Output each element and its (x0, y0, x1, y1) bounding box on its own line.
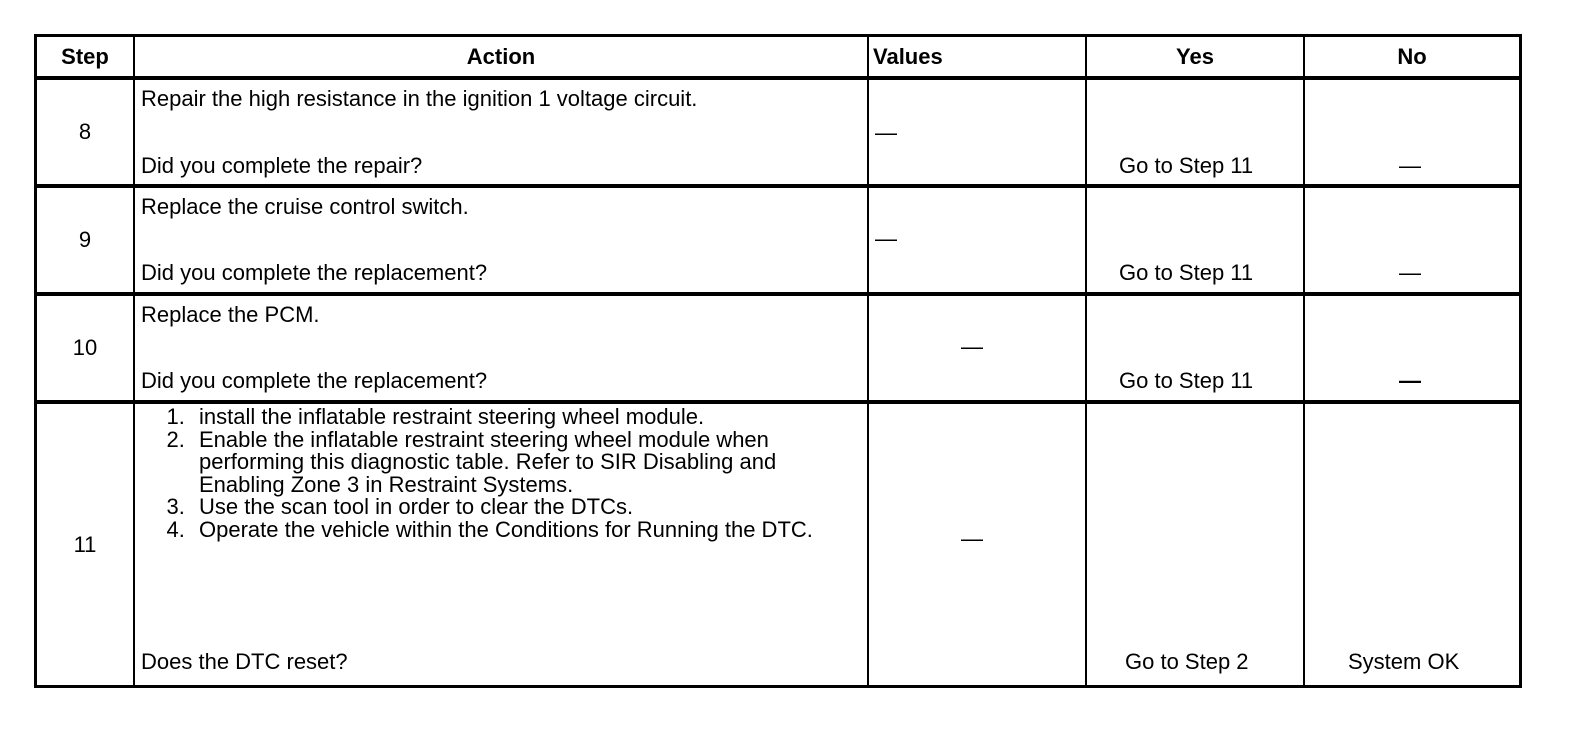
table-row-values (869, 80, 1087, 188)
values-dash: — (875, 226, 897, 251)
header-values: Values (869, 37, 1087, 80)
header-yes: Yes (1087, 37, 1305, 80)
values-dash: — (961, 526, 983, 551)
action-question: Did you complete the repair? (141, 153, 423, 178)
list-item: 4. Operate the vehicle within the Conditions for Running the DTC. (191, 519, 821, 542)
no-dash: — (1399, 368, 1421, 393)
table-row-values (869, 404, 1087, 685)
table-row-action (135, 296, 869, 404)
list-item: 1. install the inflatable restraint steering wheel module. (191, 406, 821, 429)
table-row-no (1305, 404, 1519, 685)
table-row-no (1305, 296, 1519, 404)
table-row-step: 8 (37, 80, 135, 188)
table-row-step: 10 (37, 296, 135, 404)
table-row-action (135, 188, 869, 296)
action-question: Does the DTC reset? (141, 649, 348, 674)
yes-goto: Go to Step 2 (1125, 649, 1249, 674)
table-row-yes (1087, 188, 1305, 296)
values-dash: — (961, 334, 983, 359)
list-item: 3. Use the scan tool in order to clear the DTCs. (191, 496, 821, 519)
no-result: System OK (1348, 649, 1460, 674)
header-step: Step (37, 37, 135, 80)
action-question: Did you complete the replacement? (141, 368, 488, 393)
no-dash: — (1399, 153, 1421, 178)
table-row-yes (1087, 80, 1305, 188)
table-row-yes (1087, 404, 1305, 685)
table-row-no (1305, 188, 1519, 296)
table-row-no (1305, 80, 1519, 188)
table-row-values (869, 188, 1087, 296)
no-dash: — (1399, 260, 1421, 285)
action-instruction: Replace the PCM. (141, 302, 320, 327)
yes-goto: Go to Step 11 (1119, 368, 1254, 393)
yes-goto: Go to Step 11 (1119, 260, 1254, 285)
table-row-action (135, 404, 869, 685)
yes-goto: Go to Step 11 (1119, 153, 1254, 178)
table-row-step: 11 (37, 404, 135, 685)
list-item: 2. Enable the inflatable restraint steering wheel module when performing this diagnostic table. Refer to SIR Disabling and Enabling Zone 3 in Restraint Systems. (191, 429, 821, 497)
table-row-action (135, 80, 869, 188)
header-action: Action (135, 37, 869, 80)
action-steps-list (135, 406, 821, 541)
action-instruction: Repair the high resistance in the ignition 1 voltage circuit. (141, 86, 698, 111)
table-row-values (869, 296, 1087, 404)
action-question: Did you complete the replacement? (141, 260, 488, 285)
diagnostic-table (34, 34, 1522, 688)
header-no: No (1305, 37, 1519, 80)
table-row-yes (1087, 296, 1305, 404)
table-row-step: 9 (37, 188, 135, 296)
values-dash: — (875, 120, 897, 145)
action-instruction: Replace the cruise control switch. (141, 194, 469, 219)
